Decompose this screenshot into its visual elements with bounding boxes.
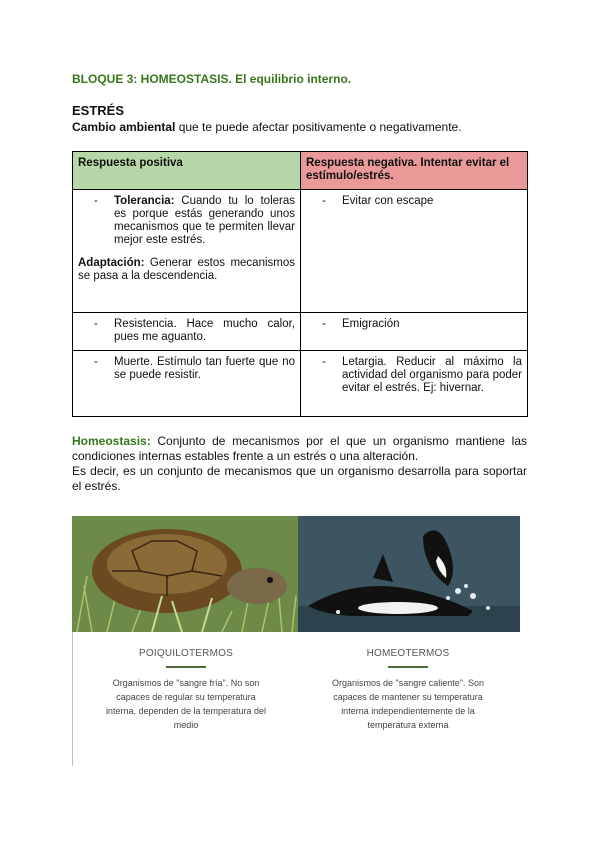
cell-negative (301, 190, 528, 313)
tolerancia-label: Tolerancia: (114, 195, 175, 207)
list-item (78, 356, 295, 382)
heading-estres: ESTRÉS (72, 103, 125, 118)
list-item (306, 356, 522, 395)
estres-definition (72, 120, 462, 134)
poiquilotermos-desc: Organismos de "sangre fría". No son capaces de regular su temperatura interna, dependen de la temperatura del medio (105, 678, 267, 730)
table-row (73, 313, 528, 351)
orca-illustration (298, 516, 520, 632)
homeostasis-definition (72, 434, 527, 464)
homeotermos-underline (388, 666, 428, 668)
adaptacion-body: Generar estos mecanismos se pasa a la descendencia. (78, 257, 295, 282)
list-item (306, 318, 522, 331)
header-negative: Respuesta negativa. Intentar evitar el estímulo/estrés. (301, 152, 528, 190)
resistencia-text: Resistencia. Hace mucho calor, pues me aguanto. (114, 318, 295, 343)
poiquilotermos-underline (166, 666, 206, 668)
bullet-dash: - (94, 195, 98, 207)
adaptacion-label: Adaptación: (78, 257, 145, 269)
list-item (306, 195, 522, 208)
emigracion-text: Emigración (342, 318, 400, 330)
list-item (78, 195, 295, 247)
cambio-label: Cambio ambiental (72, 120, 176, 134)
tortoise-illustration (72, 516, 298, 632)
homeostasis-def-text: Conjunto de mecanismos por el que un organismo mantiene las condiciones internas estables frente a un estrés o una alteración. (72, 434, 527, 463)
figure-left-border (72, 632, 73, 766)
cell-positive (73, 190, 301, 313)
tortoise-head (227, 568, 287, 604)
homeostasis-extra: Es decir, es un conjunto de mecanismos que un organismo desarrolla para soportar el estrés. (72, 464, 527, 493)
homeotermos-desc: Organismos de "sangre caliente". Son capaces de mantener su temperatura interna independientemente de la temperatura externa (332, 678, 484, 730)
list-item (78, 318, 295, 344)
cell-positive (73, 351, 301, 417)
bullet-dash: - (94, 318, 98, 330)
table-header-row (73, 152, 528, 190)
letargia-text: Letargia. Reducir al máximo la actividad del organismo para poder evitar el estrés. Ej: hivernar. (342, 356, 522, 394)
homeostasis-label: Homeostasis: (72, 434, 151, 448)
cell-negative (301, 313, 528, 351)
cell-negative (301, 351, 528, 417)
section-title: BLOQUE 3: HOMEOSTASIS. El equilibrio interno. (72, 72, 352, 86)
poiquilotermos-title: POIQUILOTERMOS (139, 648, 233, 659)
thermoregulation-figure (72, 516, 520, 766)
tortoise-eye (267, 577, 273, 583)
tortoise-photo (72, 516, 298, 632)
table-row (73, 190, 528, 313)
table-row (73, 351, 528, 417)
header-positive: Respuesta positiva (73, 152, 301, 190)
escape-text: Evitar con escape (342, 195, 434, 207)
cell-positive (73, 313, 301, 351)
bullet-dash: - (322, 195, 326, 207)
homeostasis-paragraph (72, 434, 527, 494)
tolerancia-body: Cuando tu lo toleras es porque estás generando unos mecanismos que te permiten llevar mejor este estrés. (114, 195, 295, 246)
tolerancia-text (114, 195, 295, 247)
bullet-dash: - (322, 356, 326, 368)
muerte-text: Muerte. Estímulo tan fuerte que no se puede resistir. (114, 356, 295, 381)
adaptacion-text (78, 257, 295, 283)
stress-response-table (72, 151, 528, 417)
bullet-dash: - (322, 318, 326, 330)
homeotermos-title: HOMEOTERMOS (366, 648, 450, 659)
cambio-text: que te puede afectar positivamente o negativamente. (175, 120, 462, 134)
orca-belly (358, 602, 438, 614)
bullet-dash: - (94, 356, 98, 368)
orca-photo (298, 516, 520, 632)
